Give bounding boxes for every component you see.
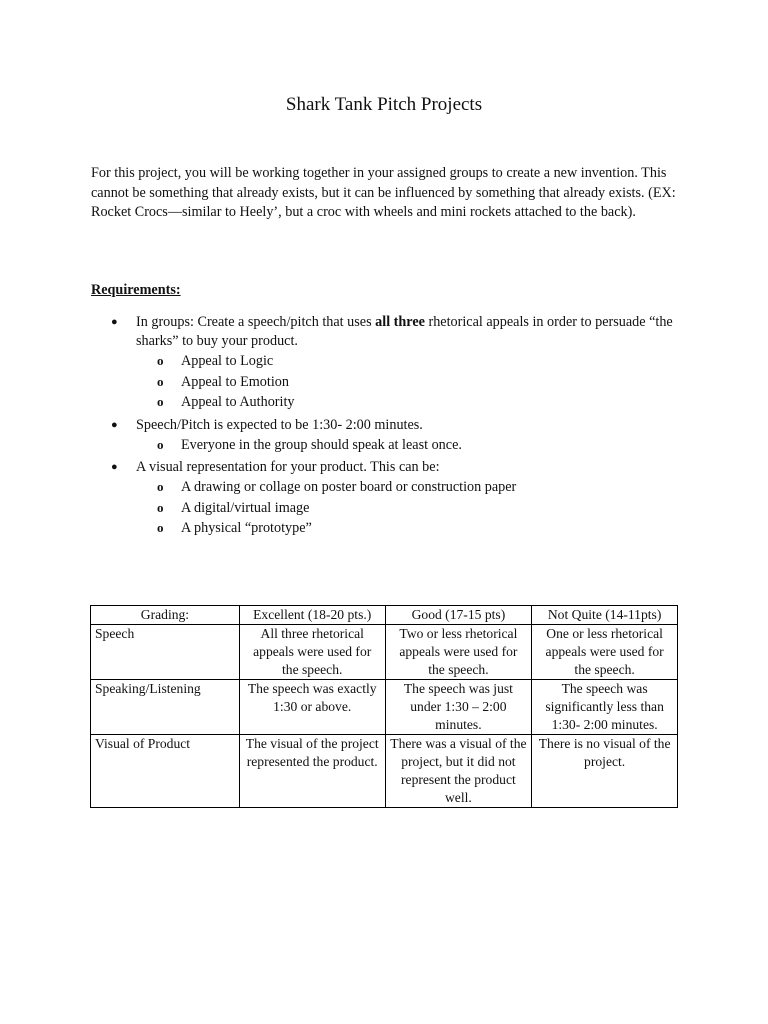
requirement-item <box>0 416 768 456</box>
table-cell: There was a visual of the project, but it did not represent the product well. <box>385 735 532 808</box>
sub-item-text: Appeal to Emotion <box>181 373 289 390</box>
sub-item <box>0 498 768 519</box>
table-cell: The speech was significantly less than 1:30- 2:00 minutes. <box>532 680 678 735</box>
sub-list <box>0 351 768 413</box>
table-row <box>91 625 678 680</box>
requirement-text: A visual representation for your product. This can be: <box>136 459 440 475</box>
table-header-cell: Grading: <box>91 606 240 625</box>
sub-item <box>0 477 768 498</box>
table-row <box>91 680 678 735</box>
requirement-item <box>0 458 768 539</box>
sub-bullet-icon: o <box>157 499 164 515</box>
table-header-cell: Not Quite (14-11pts) <box>532 606 678 625</box>
sub-item-text: A digital/virtual image <box>181 499 310 516</box>
grading-table <box>90 605 678 808</box>
requirement-item <box>0 313 768 413</box>
sub-item-text: Appeal to Authority <box>181 394 295 410</box>
intro-paragraph: For this project, you will be working together in your assigned groups to create a new invention. This cannot be something that already exists, but it can be influenced by something that already exists. (EX: Rocket Crocs—similar to Heely’, but a croc with wheels and mini rockets attached to the back). <box>91 165 676 221</box>
requirement-emphasis: all three <box>375 314 425 330</box>
bullet-icon: ● <box>111 461 118 473</box>
table-header-cell: Good (17-15 pts) <box>385 606 532 625</box>
bullet-icon: ● <box>111 316 118 328</box>
sub-item <box>0 351 768 372</box>
sub-item-text: A drawing or collage on poster board or construction paper <box>181 479 517 495</box>
sub-bullet-icon: o <box>157 373 164 389</box>
table-header-cell: Excellent (18-20 pts.) <box>239 606 385 625</box>
table-cell: There is no visual of the project. <box>532 735 678 808</box>
table-header-row <box>91 606 678 625</box>
sub-bullet-icon: o <box>157 353 164 368</box>
table-cell: Speech <box>91 625 240 680</box>
sub-item <box>0 392 768 413</box>
sub-bullet-icon: o <box>157 436 164 452</box>
sub-item-text: Everyone in the group should speak at least once. <box>181 436 462 453</box>
page-title: Shark Tank Pitch Projects <box>285 94 483 115</box>
table-cell: The speech was exactly 1:30 or above. <box>239 680 385 735</box>
sub-list <box>0 477 768 539</box>
sub-item <box>0 518 768 539</box>
table-row <box>91 735 678 808</box>
requirement-text: Speech/Pitch is expected to be 1:30- 2:00 minutes. <box>136 416 423 433</box>
table-cell: All three rhetorical appeals were used for the speech. <box>239 625 385 680</box>
sub-item <box>0 372 768 393</box>
table-cell: Speaking/Listening <box>91 680 240 735</box>
requirement-text-end: rhetorical appeals in order to persuade “the sharks” to buy your product. <box>136 314 673 349</box>
requirement-text-start: In groups: Create a speech/pitch that uses <box>136 314 376 330</box>
sub-item-text: Appeal to Logic <box>181 353 274 369</box>
sub-item <box>0 435 768 456</box>
table-cell: Visual of Product <box>91 735 240 808</box>
table-cell: The visual of the project represented the product. <box>239 735 385 808</box>
bullet-icon: ● <box>111 418 118 431</box>
sub-bullet-icon: o <box>157 479 164 494</box>
requirements-list <box>0 313 768 539</box>
sub-bullet-icon: o <box>157 394 164 409</box>
table-cell: The speech was just under 1:30 – 2:00 minutes. <box>385 680 532 735</box>
sub-bullet-icon: o <box>157 520 164 535</box>
requirement-text <box>136 313 681 351</box>
sub-list <box>0 435 768 456</box>
table-cell: Two or less rhetorical appeals were used for the speech. <box>385 625 532 680</box>
requirements-heading: Requirements: <box>91 282 181 298</box>
sub-item-text: A physical “prototype” <box>181 520 312 536</box>
table-cell: One or less rhetorical appeals were used for the speech. <box>532 625 678 680</box>
